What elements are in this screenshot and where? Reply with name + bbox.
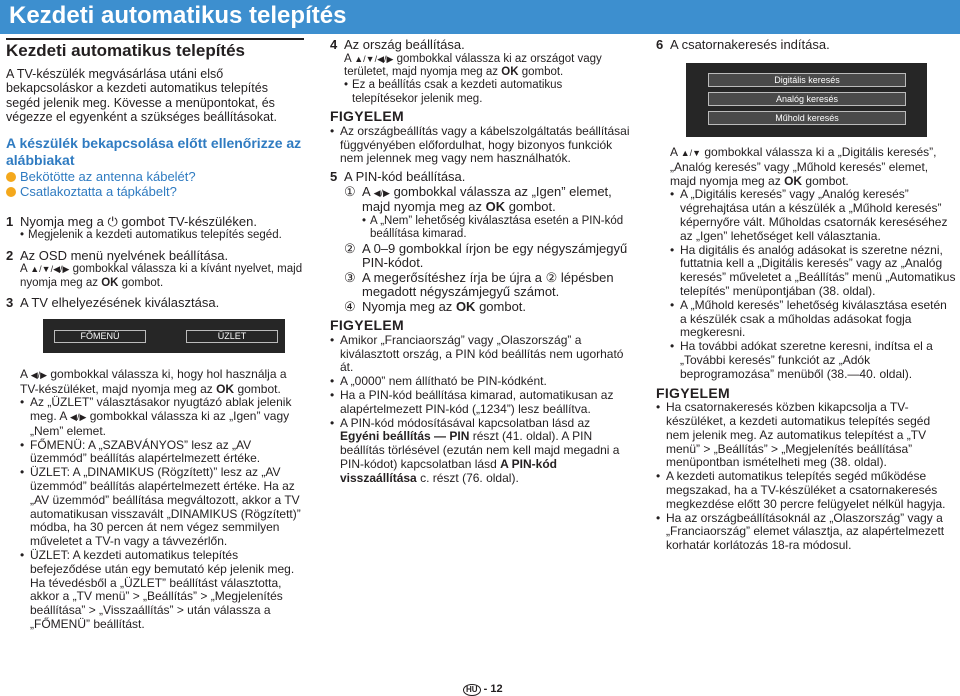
note-item: • Ha csatornakeresés közben kikapcsolja a TV-készüléket, a kezdeti automatikus telepítés segéd nem jelenik meg. Az automatikus telepítést a „TV menü” > „Beállítás” > „Megjelenítés beállítása” menüpontban ismételheti meg (38. oldal). [656,400,931,470]
bullet-item: • FŐMENÜ: A „SZABVÁNYOS” lesz az „AV üzemmód” beállítás alapértelmezett értéke. [20,437,261,466]
note-item: • Amikor „Franciaország” vagy „Olaszország” a kiválasztott ország, a PIN kód beállítás nem ugorható át. [330,332,624,375]
note-heading: FIGYELEM [330,108,404,125]
step-5: 5 A PIN-kód beállítása. [330,169,466,185]
note-item: • Ha a PIN-kód beállítása kimarad, automatikusan az alapértelmezett PIN-kód („1234”) lesz beállítva. [330,387,614,416]
column-right [656,38,956,53]
bullet-item: • A „Műhold keresés” lehetőség kiválasztása esetén a készülék csak a műholdas adásokat fogja megkeresni. [670,297,947,340]
note-item: • A kezdeti automatikus telepítés segéd működése megszakad, ha a TV-készüléket a csatornakeresés megkezdése előtt 30 percre felügyelet nélkül hagyja. [656,469,946,511]
home-option[interactable]: FŐMENÜ [54,330,146,343]
note-item: • A PIN-kód módosításával kapcsolatban lásd az Egyéni beállítás — PIN részt (41. oldal). A PIN beállítás törlésével (ezután nem kell majd megadni a PIN-kódot) kapcsolatban lásd A PIN-kód visszaállítása c. részt (76. oldal). [330,415,620,485]
checklist-item: Bekötötte az antenna kábelét? [6,169,304,184]
power-icon: ⏻ [107,213,118,229]
step-5-1: ① A ◀/▶ gombokkal válassza az „Igen” elemet, majd nyomja meg az OK gombot. [344,183,612,215]
menu-analog-search[interactable]: Analóg keresés [708,92,906,106]
intro-paragraph: A TV-készülék megvásárlása utáni első bekapcsoláskor a kezdeti automatikus telepítés segéd jelenik meg. Kövesse a menüpontokat, és végezze el egyenként a szükséges beállításokat. [6,66,278,125]
step-4-text: A ▲/▼/◀/▶ gombokkal válassza ki az országot vagy területet, majd nyomja meg az OK gombot. [344,52,602,78]
checklist-item: Csatlakoztatta a tápkábelt? [6,184,304,199]
step-2: 2 Az OSD menü nyelvének beállítása. [6,247,229,263]
store-option[interactable]: ÜZLET [186,330,278,343]
column-left-lower [6,368,304,632]
bullet-item: • ÜZLET: A kezdeti automatikus telepítés befejeződése után egy bemutató kép jelenik meg. Ha tévedésből a „ÜZLET” beállítást választotta, akkor a „TV menü” > „Beállítás” > „Megjelenítés beállítása” > „Visszaállítás” > után válassza a „FŐMENÜ” beállítást. [20,547,295,631]
channel-search-menu [686,63,927,137]
page-title: Kezdeti automatikus telepítés [9,2,347,29]
step-3: 3 A TV elhelyezésének kiválasztása. [6,294,220,310]
section-title: Kezdeti automatikus telepítés [6,38,304,58]
note-item: • Az országbeállítás vagy a kábelszolgáltatás beállításai függvényében előfordulhat, hogy bizonyos funkciók nem jelennek meg vagy nem használhatók. [330,123,630,166]
step-5-1-note: • A „Nem” lehetőség kiválasztása esetén a PIN-kód beállítása kimarad. [362,214,624,241]
step-1: 1 Nyomja meg a ⏻ gombot TV-készüléken. [6,213,257,229]
column-right-lower [656,146,956,553]
bullet-item: • Az „ÜZLET” választásakor nyugtázó ablak jelenik meg. A ◀/▶ gombokkal válassza ki az „Igen” vagy „Nem” elemet. [20,395,292,438]
step-3-text: A ◀/▶ gombokkal válassza ki, hogy hol használja a TV-készüléket, majd nyomja meg az OK gombot. [20,367,287,396]
bullet-dot-icon [6,187,16,197]
bullet-item: • ÜZLET: A „DINAMIKUS (Rögzített)” lesz az „AV üzemmód” beállítás alapértelmezett értéke. Ha az „AV üzemmód” beállítása megváltozott, akkor a TV automatikusan visszavált „DINAMIKUS (Rögzített)” módba, ha 30 percen át nem végez semmilyen műveletet a TV-n vagy a távvezérlőn. [20,465,301,549]
language-badge: HU [463,684,481,696]
step-5-3: ③ A megerősítéshez írja be újra a ② lépésben megadott négyszámjegyű számot. [344,269,614,300]
step-4-note: • Ez a beállítás csak a kezdeti automatikus telepítésekor jelenik meg. [344,79,563,105]
step-2-text: A ▲/▼/◀/▶ gombokkal válassza ki a kívánt nyelvet, majd nyomja meg az OK gombot. [20,263,303,289]
step-1-note: • Megjelenik a kezdeti automatikus telepítés segéd. [20,229,282,242]
note-heading: FIGYELEM [656,384,730,401]
step-4: 4 Az ország beállítása. [330,37,465,52]
step-6: 6 A csatornakeresés indítása. [656,37,830,52]
column-middle [330,38,630,486]
step-6-text: A ▲/▼ gombokkal válassza ki a „Digitális keresés”, „Analóg keresés” vagy „Műhold keresés” elemet, majd nyomja meg az OK gombot. [670,145,937,188]
bullet-dot-icon [6,172,16,182]
bullet-item: • A „Digitális keresés” vagy „Analóg keresés” végrehajtása után a készülék a „Műhold keresés” képernyőre vált. Műholdas csatornák kereséséhez az „Igen” lehetőséget kell választania. [670,187,948,243]
step-5-4: ④ Nyomja meg az OK gombot. [344,298,527,314]
bullet-item: • Ha digitális és analóg adásokat is szeretne nézni, futtatnia kell a „Digitális keresés” vagy az „Analóg keresés” műveletet a „Beállítás” menü „Automatikus telepítés” menüpontjában (38. oldal). [670,242,956,298]
page-header [0,0,960,34]
menu-digital-search[interactable]: Digitális keresés [708,73,906,87]
location-screen [43,319,285,353]
bullet-item: • Ha további adókat szeretne keresni, indítsa el a „További keresés” funkciót az „Adók beprogramozása” menüből (38.—40. oldal). [670,339,933,381]
note-item: • A „0000” nem állítható be PIN-kódként. [330,374,547,389]
page-number: 12 [490,683,503,695]
note-item: • Ha az országbeállításoknál az „Olaszország” vagy a „Franciaország” elemet választja, az alapértelmezett korhatár korlátozás 18-ra módosul. [656,510,945,553]
step-5-2: ② A 0–9 gombokkal írjon be egy négyszámjegyű PIN-kódot. [344,240,628,271]
arrow-keys-icon: ▲/▼/◀/▶ [30,264,70,275]
menu-satellite-search[interactable]: Műhold keresés [708,111,906,125]
column-left [6,38,304,310]
note-heading: FIGYELEM [330,317,404,334]
page-footer: HU - 12 [463,683,503,696]
checklist-heading: A készülék bekapcsolása előtt ellenőrizze az alábbiakat [6,134,302,168]
